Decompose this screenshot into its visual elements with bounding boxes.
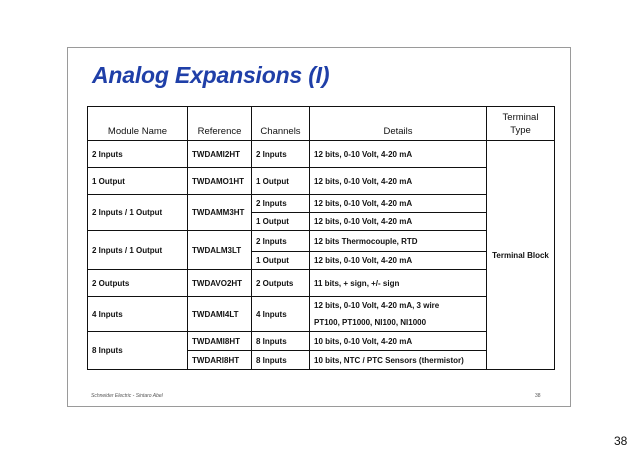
header-terminal-line1: Terminal [502, 112, 539, 123]
cell-details-line2: PT100, PT1000, NI100, NI1000 [310, 314, 487, 332]
cell-module: 4 Inputs [88, 297, 188, 332]
cell-module: 2 Inputs [88, 141, 188, 168]
cell-channels: 4 Inputs [252, 297, 310, 332]
cell-details: 10 bits, NTC / PTC Sensors (thermistor) [310, 351, 487, 370]
cell-module: 2 Inputs / 1 Output [88, 231, 188, 270]
cell-channels: 1 Output [252, 213, 310, 231]
cell-module: 2 Outputs [88, 270, 188, 297]
cell-details: 12 bits, 0-10 Volt, 4-20 mA [310, 195, 487, 213]
header-channels: Channels [252, 107, 310, 141]
cell-reference: TWDAMO1HT [188, 168, 252, 195]
table-row [88, 332, 555, 351]
cell-details: 11 bits, + sign, +/- sign [310, 270, 487, 297]
slide-title: Analog Expansions (I) [92, 62, 330, 88]
cell-module: 2 Inputs / 1 Output [88, 195, 188, 231]
header-details: Details [310, 107, 487, 141]
cell-channels: 2 Inputs [252, 195, 310, 213]
cell-channels: 8 Inputs [252, 351, 310, 370]
slide [67, 47, 571, 407]
cell-reference: TWDAMI2HT [188, 141, 252, 168]
cell-channels: 1 Output [252, 168, 310, 195]
cell-reference: TWDALM3LT [188, 231, 252, 270]
cell-terminal-type: Terminal Block [487, 141, 555, 370]
table-row [88, 168, 555, 195]
cell-channels: 2 Outputs [252, 270, 310, 297]
cell-reference: TWDAMI8HT [188, 332, 252, 351]
table-row [88, 270, 555, 297]
cell-module: 8 Inputs [88, 332, 188, 370]
analog-expansions-table [87, 106, 555, 370]
cell-channels: 2 Inputs [252, 141, 310, 168]
table-row [88, 231, 555, 252]
page-number: 38 [614, 434, 628, 448]
cell-details: 12 bits Thermocouple, RTD [310, 231, 487, 252]
cell-details: 12 bits, 0-10 Volt, 4-20 mA [310, 168, 487, 195]
cell-reference: TWDAMM3HT [188, 195, 252, 231]
cell-channels: 8 Inputs [252, 332, 310, 351]
slide-footer-number: 38 [535, 393, 541, 399]
table-header-row [88, 107, 555, 141]
cell-reference: TWDARI8HT [188, 351, 252, 370]
cell-reference: TWDAVO2HT [188, 270, 252, 297]
cell-module: 1 Output [88, 168, 188, 195]
cell-channels: 1 Output [252, 252, 310, 270]
cell-reference: TWDAMI4LT [188, 297, 252, 332]
cell-details: 12 bits, 0-10 Volt, 4-20 mA, 3 wire [310, 297, 487, 315]
cell-details: 12 bits, 0-10 Volt, 4-20 mA [310, 141, 487, 168]
cell-details: 10 bits, 0-10 Volt, 4-20 mA [310, 332, 487, 351]
header-module-name: Module Name [88, 107, 188, 141]
header-terminal-type [487, 107, 555, 141]
slide-footer-credit: Schneider Electric - Sintaro Abel [91, 393, 163, 399]
header-terminal-line2: Type [510, 125, 531, 136]
cell-details: 12 bits, 0-10 Volt, 4-20 mA [310, 252, 487, 270]
cell-details: 12 bits, 0-10 Volt, 4-20 mA [310, 213, 487, 231]
table-row [88, 195, 555, 213]
header-reference: Reference [188, 107, 252, 141]
cell-channels: 2 Inputs [252, 231, 310, 252]
table-row [88, 297, 555, 315]
table-row [88, 141, 555, 168]
